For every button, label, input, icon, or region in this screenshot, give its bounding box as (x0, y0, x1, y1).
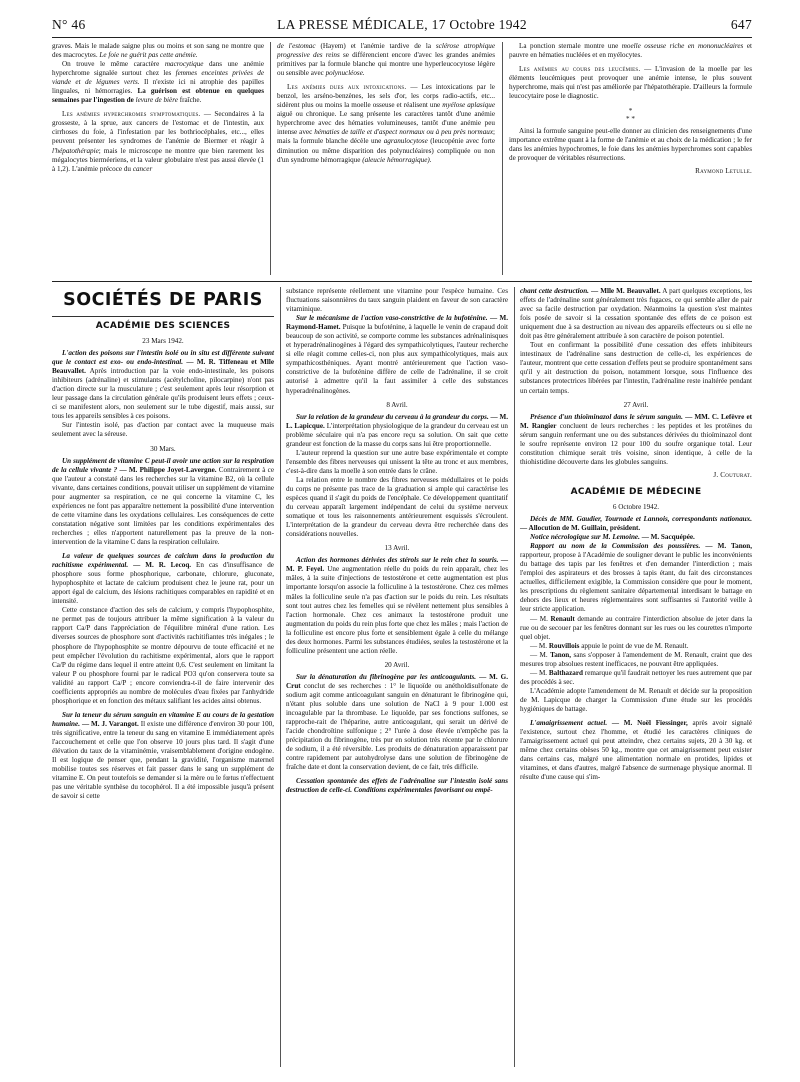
journal-masthead: LA PRESSE MÉDICALE, 17 Octobre 1942 (277, 17, 527, 32)
communication: Cessation spontanée des effets de l'adrénaline sur l'intestin isolé sans destruction de celle-ci. Conditions expérimentales favorisant ou empê- (286, 777, 508, 795)
paragraph: substance représente réellement une vitamine pour l'espèce humaine. Ces fluctuations saisonnières du taux sanguin plaident en faveur de son caractère vitaminique. (286, 287, 508, 314)
paragraph: — M. Renault demande au contraire l'interdiction absolue de jeter dans la rue ou de secouer par les fenêtres donnant sur les rues ou les courettes n'importe quel objet. (520, 614, 752, 641)
paragraph: Les anémies hyperchromes symptomatiques. — Secondaires à la grosseste, à la sprue, aux cancers de l'estomac et de l'intestin, aux cirrhoses du foie, à l'infestation par les bothriocéphales, etc..., elles peuvent présenter les syndromes de l'anémie de Biermer et réagir à l'hépatothérapie; mais le microscope ne montre que bien rarement les mégalocytes bierméeriens, et la valeur globulaire n'est pas aussi élevée (1 à 1,2). L'anémie précoce du cancer (52, 110, 264, 173)
communication: Notice nécrologique sur M. Lemoine. — M. Sacquépée. (530, 533, 695, 542)
communication: L'action des poisons sur l'intestin isolé ou in situ est différente suivant que le contact est exo- ou endo-intestinal. — M. R. Tiffeneau et Mlle Beauvallet. Après introduction par la voie endo-intestinale, les poisons inhibiteurs (adrénaline) et stimulants (acétylcholine, pilocarpine) n'ont pas d'action directe sur la musculature ; c'est seulement après leur résorption et leur passage dans la circulation générale qu'ils produisent leurs effets ; ceux-ci se manifestent alors, non seulement sur le tube digestif, mais aussi, sur tous les appareils sensibles à ces poisons. (52, 349, 274, 421)
societies-column-2 (286, 287, 508, 795)
communication: chant cette destruction. — Mlle M. Beauvallet. A part quelques exceptions, les effets de l'adrénaline sont généralement très fugaces, ce qui semble aller de pair avec sa facile destruction par oxydation. Néanmoins la question s'est maintes fois posée de savoir si la cessation spontanée des effets de ce poison est uniquement due à sa destruction au niveau des appareils effecteurs ou si elle ne doit pas être généralement attribuée à son caractère de poison potentiel. (520, 287, 752, 341)
academy-heading: ACADÉMIE DE MÉDECINE (570, 486, 702, 497)
paragraph: La relation entre le nombre des fibres nerveuses médullaires et le poids du corps ne présente pas trace de la graduation si ample qui caractérise les espèces quand il s'agit du poids de l'encéphale. Ce développement quantitatif du cerveau apparaît largement indépendant de celui du système nerveux somatique et tous les raisonnements antérieurement esquissés s'écroulent. L'interprétation de la grandeur du cerveau devra être recherchée dans des considérations nouvelles. (286, 475, 508, 539)
issue-number: N° 46 (52, 17, 86, 32)
communication: L'amaigrissement actuel. — M. Noël Fiessinger, après avoir signalé l'existence, surtout chez l'homme, et étudié les caractères cliniques de l'amaigrissement actuel qui peut atteindre, chez certains sujets, 20 à 30 kg. et même chez certains obèses 50 kg., montre que cet amaigrissement peut exister dans certains cas, malgré une alimentation normale en protides, lipides et vitamines, et dans d'autres, malgré l'absence de surmenage physique anormal. Il résulte d'une cause qui s'im- (520, 719, 752, 782)
paragraph: La ponction sternale montre une moelle osseuse riche en mononucléaires et pauvre en hématies nucléées et en myélocytes. (509, 42, 752, 60)
section-stars: * * * (626, 107, 635, 124)
paragraph: — M. Tanon, sans s'opposer à l'amendement de M. Renault, craint que des mesures trop absolues restent inefficaces, ne pouvant être appliquées. (520, 650, 752, 668)
column-rule (270, 42, 271, 275)
page-number: 647 (730, 17, 752, 32)
section-rule (52, 281, 752, 282)
column-rule (514, 287, 515, 1067)
paragraph: graves. Mais le malade saigne plus ou moins et son sang ne montre que des macrocytes. Le foie ne guérit pas cette anémie. (52, 42, 264, 60)
title-rule (52, 316, 274, 317)
paragraph: Les anémies dues aux intoxications. — Les intoxications par le benzol, les arséno-benzènes, les sels d'or, les corps radio-actifs, etc... sidèrent plus ou moins la moelle osseuse et réalisent une myélose aplasique aiguë ou chronique. Le sang présente les caractères tantôt d'une anémie hyperchrome avec des hématies volumineuses, tantôt d'une anémie peu intense avec hématies de taille et d'aspect normaux ou à peu près normaux; mais la formule blanche décèle une agranulocytose (leucopénie avec forte diminution ou même disparition des polynucléaires) compliquée ou non d'un syndrome hémorragique (aleucie hémorragique). (277, 83, 496, 164)
section-title: SOCIÉTÉS DE PARIS (63, 290, 263, 310)
session-date: 6 Octobre 1942. (612, 502, 660, 511)
session-date: 13 Avril. (384, 544, 410, 553)
paragraph: — M. Rouvillois appuie le point de vue de M. Renault. (530, 641, 689, 650)
communication: Présence d'un thioïminazol dans le sérum sanguin. — MM. C. Lefèvre et M. Rangier concluent de leurs recherches : les peptides et les protéines du sérum sanguin renfermant une ou des substances dérivées du thioïminazol dont le soufre représente environ 12 pour 100 du soufre organique total. Leur constitution chimique serait très voisine, sinon identique, à celle de la thiohistidine découverte dans les globules sanguins. (520, 412, 752, 466)
column-rule (502, 42, 503, 275)
paragraph: — M. Balthazard remarque qu'il faudrait nettoyer les rues autrement que par des procédés à sec. (520, 668, 752, 686)
communication: Sur la relation de la grandeur du cerveau à la grandeur du corps. — M. L. Lapicque. L'interprétation physiologique de la grandeur du cerveau est un problème séculaire qui n'a pas encore reçu sa solution. On sait que cette grandeur est fonction de la masse du corps sans lui être proportionnelle. (286, 412, 508, 448)
session-date: 30 Mars. (150, 444, 176, 453)
communication: Rapport au nom de la Commission des poussières. — M. Tanon, rapporteur, propose à l'Académie de souligner devant le public les inconvénients du battage des tapis par les fenêtres et d'en demander l'interdiction ; mais l'emploi des aspirateurs et des brosses à tapis étant, du fait des circonstances actuelles, difficilement exigible, la Commission considère que pour le moment, les prescriptions du règlement sanitaire départemental interdisant le battage en dehors des lieux et heures réglementaires sont suffisantes si l'autorité veille à leur stricte application. (520, 542, 752, 614)
communication: Sur la dénaturation du fibrinogène par les anticoagulants. — M. G. Crut conclut de ses recherches : 1° le liquoïde ou anétholdisulfonate de sodium agit comme anticoagulant sanguin en dénaturant le fibrinogène qui, n'étant plus soluble dans une solution de NaCl à 9 pour 1.000 est incoagulable par la thrombase. Le liquoïde, par ses fonctions sulfones, se rapproche-rait de l'héparine, autre anticoagulant, qui serait un dérivé de l'acide chondroïtine sulfonique ; 2° l'urée à dose élevée n'empêche pas la précipitation du fibrinogène, très pur en solution très récente par le chlorure de sodium, il a été réversible. Les produits de dénaturation apparaissent par contre rapidement par autohydrolyse dans une solution de fibrinogène de fraîche date et dont la conservation devient, de ce fait, très difficile. (286, 672, 509, 772)
communication: Action des hormones dérivées des stérols sur le rein chez la souris. — M. P. Feyel. Une augmentation réelle du poids du rein apparaît, chez les mâles, à la suite d'injections de testostérone et cette augmentation est plus importante lorsqu'on associe la folliculine à la testostérone. Chez ces mêmes mâles la folliculine seule n'a pas d'action sur le poids du rein. Les résultats sont tout autres chez les femelles qui se révèlent nettement plus sensibles à l'action hormonale. Chez ces animaux la testostérone produit une augmentation du poids du rein plus forte que chez les mâles ; mais l'action de la folliculine est encore plus forte et sensiblement égale à celle du mélange des deux hormones. Parmi les substances étudiées, seules la testostérone et la folliculine présentent une action réelle. (286, 556, 508, 655)
paragraph: L'auteur reprend la question sur une autre base expérimentale et compte l'ensemble des fibres nerveuses qui unissent la tête au tronc et aux membres, c'est-à-dire dans la moelle à son entrée dans le crâne. (286, 448, 508, 475)
communication: Un supplément de vitamine C peut-il avoir une action sur la respiration de la cellule vivante ? — M. Philippe Joyet-Lavergne. Contrairement à ce que l'auteur a constaté dans les recherches sur la vitamine B2, où la cellule vivante, dans certaines conditions, pouvait utiliser un supplément de vitamine pour augmenter sa respiration, ce ne qui concerne la vitamine C, les expériences ne font pas apparaître nettement la possibilité d'une intervention de cette vitamine dans les oxydations cellulaires. Les conséquences de cette constatation négative sont limitées par les conditions expérimentales des recherches ; elles n'apportent naturellement pas la preuve de la non-intervention de la vitamine C dans la respiration cellulaire. (52, 456, 274, 546)
paragraph: On trouve le même caractère macrocytique dans une anémie hyperchrome signalée surtout chez les femmes enceintes privées de viande et de légumes verts. Il n'existe ici ni atrophie des papilles linguales, ni hémorragies. La guérison est obtenue en quelques semaines par l'ingestion de levure de bière fraîche. (52, 60, 265, 105)
journal-title: LA PRESSE MÉDICALE (277, 17, 425, 32)
author-signature: Raymond Letulle. (695, 167, 752, 176)
header-rule (52, 37, 752, 38)
communication: Sur le mécanisme de l'action vaso-constrictive de la bufoténine. — M. Raymond-Hamet. Puisque la bufoténine, à laquelle le venin de crapaud doit beaucoup de son activité, se comporte comme les substances adrénalinisques et hyperadrénalinogènes à l'égard des sympathicolytiques, l'auteur recherche si elle réagit comme celles-ci, non plus aux sympathicolytiques, mais aux sympathicosthéniques. Ayant montré antérieurement que l'action vaso-constrictive de la bufoténine diffère de celle de l'adrénaline, il se croit autorisé à admettre qu'il la faut assimiler à celle des substances hyperadrénalinogènes. (286, 314, 508, 395)
paragraph: Sur l'intestin isolé, pas d'action par contact avec la muqueuse mais seulement avec la séreuse. (52, 421, 274, 439)
paragraph: Ainsi la formule sanguine peut-elle donner au clinicien des renseignements d'une importance extrême quant à la forme de l'anémie et au choix de la médication ; le fer dans les anémies hypochromes, le foie dans les anémies hyperchromes sont capables de provoquer de véritables résurrections. (509, 127, 752, 163)
running-header (52, 14, 752, 36)
session-date: 20 Avril. (384, 660, 410, 669)
top-column-3 (509, 42, 752, 177)
issue-date: 17 Octobre 1942 (431, 17, 527, 32)
paragraph: de l'estomac (Hayem) et l'anémie tardive de la sclérose atrophique progressive des reins se différencient encore d'avec les grandes anémies primitives par la formule blanche qui montre une hyperleucocytose légère ou sensible avec polynucléose. (277, 42, 495, 78)
societies-column-1 (52, 287, 274, 801)
column-rule (280, 287, 281, 1067)
session-date: 8 Avril. (386, 400, 408, 409)
session-date: 23 Mars 1942. (142, 337, 184, 345)
societies-column-3 (520, 287, 752, 782)
communication: La valeur de quelques sources de calcium dans la production du rachitisme expérimental. — M. R. Lecoq. En cas d'insuffisance de phosphore sous forme phosphorique, carbonate, chlorure, gluconate, hypophosphite et lactate de calcium produisent chez le jeune rat, pour un apport égal de calcium, des lésions rachitiques comparables en rapidité et en intensité. (52, 552, 274, 606)
paragraph: L'Académie adopte l'amendement de M. Renault et décide sur la proposition de M. Lapicque de charger la Commission d'une étude sur les procédés hygiéniques de battage. (520, 686, 752, 713)
academy-heading: ACADÉMIE DES SCIENCES (95, 321, 231, 331)
communication: Sur la teneur du sérum sanguin en vitamine E au cours de la gestation humaine. — M. J. Varangot. Il existe une différence d'environ 30 pour 100, très significative, entre la teneur du sang en vitamine E immédiatement après l'accouchement et celle que l'on observe 10 jours plus tard. Il s'agit d'une élévation du taux de la vitaminémie, vraisemblablement d'origine endogène. Il est logique de penser que, pendant la gravidité, l'organisme maternel mobilise toutes ses réserves et fait passer dans le sang un supplément de vitamine E. On peut toutefois se demander si la mère ou le fœtus n'effectuent pas une véritable synthèse du tocophérol. Il a été impossible jusqu'à présent de savoir si cette (52, 710, 275, 801)
paragraph: Cette constance d'action des sels de calcium, y compris l'hypophosphite, ne permet pas de toujours attribuer la même signification à la valeur du rapport Ca/P dans l'appréciation de l'équilibre minéral d'une ration. Les diverses sources de phosphore sont d'activités rachitifiantes très inégales ; le phosphore de l'hypophosphite se montre dépourvu de toute efficacité et ne peut empêcher l'évolution du rachitisme expérimental, alors que le rapport Ca/P du régime dans lequel il entre atteint 0,6. C'est seulement en limitant la valeur P ou phosphore fourni par le radical PO3 qu'on conservera toute sa validité au rapport Ca/P ; encore conviendra-t-il de faire intervenir des coefficients appropriés au nombre de molécules d'eau fixées par l'anhydride phosphorique et en fonction des métaux salifiant les acides ainsi obtenus. (52, 606, 274, 705)
communication: Décès de MM. Gaudier, Tournade et Lannois, correspondants nationaux. — Allocution de M. Guillain, président. (520, 514, 752, 533)
paragraph: Tout en confirmant la possibilité d'une cessation des effets inhibiteurs intestinaux de l'adrénaline sans destruction de celle-ci, les expériences de l'auteur, montrent que cette cessation d'effets peut se produire spontanément sans qu'il y ait destruction du poison, notamment lorsque, sous l'influence des substances protectrices libérées par l'intestin, l'adrénaline reste inaltérée pendant un certain temps. (520, 341, 752, 395)
top-column-1 (52, 42, 264, 174)
session-date: 27 Avril. (623, 400, 649, 409)
top-column-2 (277, 42, 495, 165)
author-signature: J. Couturat. (713, 470, 752, 479)
paragraph: Les anémies au cours des leucémies. — L'invasion de la moelle par les éléments leucémiques peut provoquer une anémie intense, le plus souvent hyperchrome, mais qui n'est pas améliorée par l'hépatothérapie. D'ailleurs la formule leucocytaire pose le diagnostic. (509, 65, 752, 101)
